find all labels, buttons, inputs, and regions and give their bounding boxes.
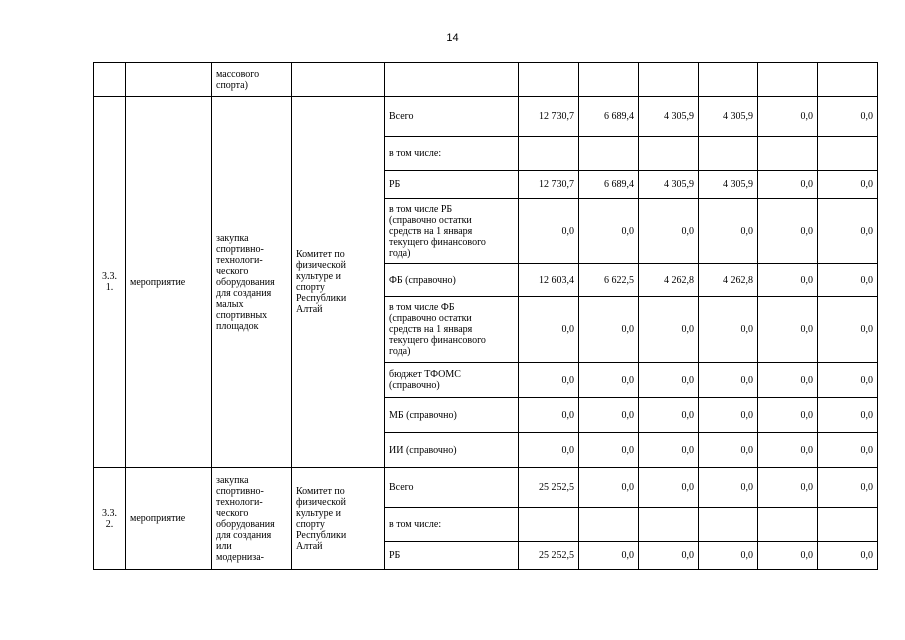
funding-value: 0,0 [519,433,579,468]
funding-value: 0,0 [818,264,878,297]
funding-source: в том числе: [385,137,519,171]
activity-3-3-1 [94,97,878,468]
funding-value: 0,0 [579,542,639,570]
funding-source: РБ [385,171,519,199]
number-cell [94,63,126,97]
funding-value: 0,0 [818,97,878,137]
funding-value [818,508,878,542]
funding-source: РБ [385,542,519,570]
funding-value: 0,0 [519,398,579,433]
funding-value: 0,0 [579,398,639,433]
funding-value: 6 689,4 [579,171,639,199]
funding-value: 0,0 [519,199,579,264]
funding-value: 0,0 [758,363,818,398]
funding-value: 12 730,7 [519,97,579,137]
funding-value: 0,0 [699,297,758,363]
funding-value: 0,0 [519,297,579,363]
funding-value: 0,0 [699,542,758,570]
funding-value: 0,0 [639,433,699,468]
funding-value: 4 305,9 [699,171,758,199]
activity-number: 3.3. 2. [94,468,126,570]
budget-table [93,62,878,570]
funding-value: 0,0 [758,542,818,570]
funding-value [639,137,699,171]
activity-3-3-2 [94,468,878,570]
page-number: 14 [446,32,459,44]
funding-value: 0,0 [818,363,878,398]
funding-source: бюджет ТФОМС (справочно) [385,363,519,398]
funding-value [818,137,878,171]
value-cell [699,63,758,97]
funding-value: 0,0 [818,199,878,264]
funding-value: 0,0 [818,398,878,433]
funding-value: 12 603,4 [519,264,579,297]
funding-source: ИИ (справочно) [385,433,519,468]
activity-executor: Комитет по физической культуре и спорту Республики Алтай [292,468,385,570]
funding-value: 0,0 [579,433,639,468]
funding-value [699,508,758,542]
funding-value: 4 262,8 [699,264,758,297]
activity-executor: Комитет по физической культуре и спорту Республики Алтай [292,97,385,468]
funding-value: 0,0 [639,363,699,398]
funding-row [94,97,878,137]
funding-value [758,137,818,171]
funding-value: 4 305,9 [639,171,699,199]
funding-value [519,508,579,542]
funding-value: 0,0 [699,433,758,468]
executor-cell [292,63,385,97]
funding-value: 0,0 [639,542,699,570]
funding-value: 0,0 [579,297,639,363]
funding-value: 4 305,9 [639,97,699,137]
activity-name: закупка спортивно- технологи- ческого оборудования для создания малых спортивных площадок [212,97,292,468]
funding-value: 0,0 [818,171,878,199]
funding-value: 6 622,5 [579,264,639,297]
funding-value: 0,0 [758,199,818,264]
funding-value: 0,0 [699,468,758,508]
funding-value: 0,0 [758,264,818,297]
funding-value: 0,0 [519,363,579,398]
funding-value: 0,0 [758,398,818,433]
funding-value [579,508,639,542]
funding-value: 0,0 [818,542,878,570]
value-cell [639,63,699,97]
funding-value [579,137,639,171]
value-cell [519,63,579,97]
type-cell [126,63,212,97]
continuation-row [94,63,878,97]
funding-value: 6 689,4 [579,97,639,137]
funding-value: 0,0 [579,363,639,398]
funding-source: Всего [385,468,519,508]
funding-source: МБ (справочно) [385,398,519,433]
funding-source: в том числе: [385,508,519,542]
activity-number: 3.3. 1. [94,97,126,468]
activity-type: мероприятие [126,468,212,570]
funding-value: 0,0 [639,468,699,508]
funding-value: 0,0 [758,433,818,468]
funding-value [758,508,818,542]
funding-source: в том числе РБ (справочно остатки средств на 1 января текущего финансового года) [385,199,519,264]
value-cell [758,63,818,97]
funding-row [94,468,878,508]
source-cell [385,63,519,97]
funding-value: 0,0 [699,363,758,398]
funding-value: 25 252,5 [519,542,579,570]
funding-value: 4 262,8 [639,264,699,297]
funding-source: Всего [385,97,519,137]
funding-value: 12 730,7 [519,171,579,199]
funding-value: 0,0 [818,297,878,363]
funding-value: 0,0 [639,398,699,433]
value-cell [579,63,639,97]
funding-value: 0,0 [699,199,758,264]
name-cell: массового спорта) [212,63,292,97]
funding-value: 4 305,9 [699,97,758,137]
funding-value: 0,0 [639,199,699,264]
funding-value: 0,0 [758,97,818,137]
funding-value [519,137,579,171]
funding-source: ФБ (справочно) [385,264,519,297]
value-cell [818,63,878,97]
activity-type: мероприятие [126,97,212,468]
funding-value: 25 252,5 [519,468,579,508]
funding-value: 0,0 [818,468,878,508]
funding-value: 0,0 [758,171,818,199]
funding-value: 0,0 [699,398,758,433]
funding-value [699,137,758,171]
funding-value: 0,0 [579,468,639,508]
funding-value [639,508,699,542]
activity-name: закупка спортивно- технологи- ческого оборудования для создания или модерниза- [212,468,292,570]
funding-value: 0,0 [579,199,639,264]
funding-value: 0,0 [639,297,699,363]
funding-value: 0,0 [758,468,818,508]
funding-value: 0,0 [818,433,878,468]
funding-source: в том числе ФБ (справочно остатки средств на 1 января текущего финансового года) [385,297,519,363]
funding-value: 0,0 [758,297,818,363]
